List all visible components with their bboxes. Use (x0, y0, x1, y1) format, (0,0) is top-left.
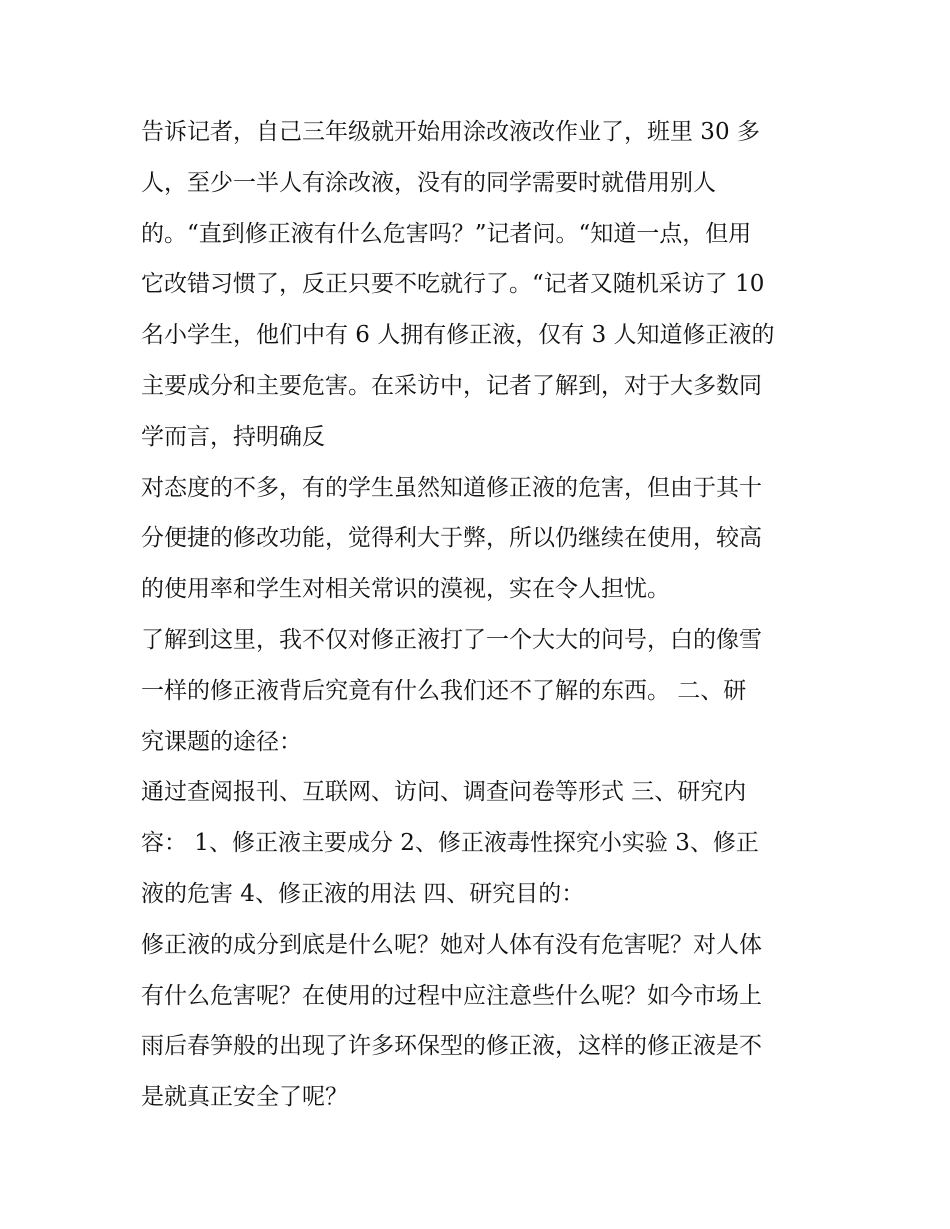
text-line: 了解到这里，我不仅对修正液打了一个大大的问号，白的像雪 (141, 626, 762, 653)
text-line: 它改错习惯了，反正只要不吃就行了。“记者又随机采访了 10 (141, 271, 765, 298)
text-line: 通过查阅报刊、互联网、访问、调查问卷等形式 三、研究内 (141, 779, 747, 806)
text-line: 的使用率和学生对相关常识的漠视，实在令人担忧。 (141, 576, 670, 603)
text-line: 是就真正安全了呢？ (141, 1084, 348, 1111)
text-line: 修正液的成分到底是什么呢？她对人体有没有危害呢？对人体 (141, 931, 762, 958)
text-line: 分便捷的修改功能，觉得利大于弊，所以仍继续在使用，较高 (141, 525, 762, 552)
text-line: 名小学生，他们中有 6 人拥有修正液，仅有 3 人知道修正液的 (141, 322, 775, 349)
text-line: 对态度的不多，有的学生虽然知道修正液的危害，但由于其十 (141, 474, 762, 501)
text-line: 液的危害 4、修正液的用法 四、研究目的： (141, 880, 585, 907)
text-line: 容： 1、修正液主要成分 2、修正液毒性探究小实验 3、修正 (141, 830, 759, 857)
body-text (141, 107, 821, 1123)
text-line: 主要成分和主要危害。在采访中，记者了解到，对于大多数同 (141, 372, 762, 399)
text-line: 一样的修正液背后究竟有什么我们还不了解的东西。 二、研 (141, 677, 747, 704)
text-line: 雨后春笋般的出现了许多环保型的修正液，这样的修正液是不 (141, 1033, 762, 1060)
text-line: 学而言，持明确反 (141, 423, 325, 450)
text-line: 告诉记者，自己三年级就开始用涂改液改作业了，班里 30 多 (141, 119, 760, 145)
text-line: 有什么危害呢？在使用的过程中应注意些什么呢？如今市场上 (141, 982, 762, 1009)
text-line: 究课题的途径： (141, 728, 302, 755)
text-line: 人，至少一半人有涂改液，没有的同学需要时就借用别人 (141, 169, 716, 196)
text-line: 的。“直到修正液有什么危害吗？”记者问。“知道一点，但用 (141, 220, 752, 247)
